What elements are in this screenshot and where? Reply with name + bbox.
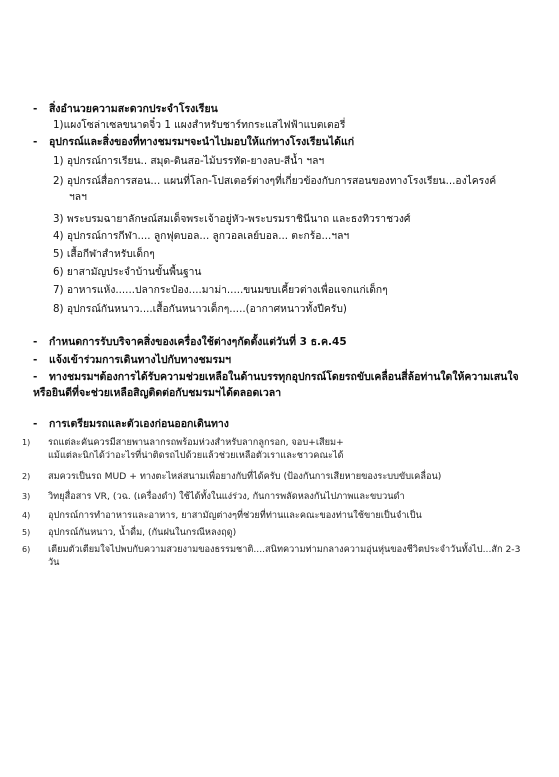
section-donations-title: อุปกรณ์และสิ่งของที่ทางชมรมฯจะนำไปมอบให้แก่ทางโรงเรียนได้แก่	[49, 136, 355, 148]
donation-item-1: 1) อุปกรณ์การเรียน.. สมุด-ดินสอ-ไม้บรรทัด-ยางลบ-สีน้ำ ฯลฯ	[53, 155, 325, 167]
donation-item-8: 8) อุปกรณ์กันหนาว....เสื้อกันหนาวเด็กๆ.....(อากาศหนาวทั้งปีครับ)	[53, 303, 347, 315]
section-facilities-title: สิ่งอำนวยความสะดวกประจำโรงเรียน	[49, 103, 218, 115]
bullet-dash: -	[33, 354, 38, 366]
prep-item-6: 6) เตียมตัวเตียมใจไปพบกับความสวยงามของธรรมชาติ....สนิทความท่ามกลางความอุ่นหุ่นของชีวิตประจำวันทั้งไป...สัก 2-3 วัน	[22, 544, 521, 568]
prep-item-5: 5) อุปกรณ์กันหนาว, น้ำดื่ม, (กันฝนในกรณีหลงฤดู)	[22, 527, 237, 538]
bullet-dash: -	[33, 371, 38, 383]
donation-item-7: 7) อาหารแห้ง......ปลากระป๋อง....มาม่า.....ขนมขบเคี้ยวต่างเพื่อแจกแก่เด็กๆ	[53, 284, 388, 296]
section-preparation-title: การเตรียมรถและตัวเองก่อนออกเดินทาง	[49, 418, 229, 430]
notice-contact: หรือยินดีที่จะช่วยเหลือสิญติดต่อกับชมรมฯได้ตลอดเวลา	[33, 387, 282, 399]
bullet-dash: -	[33, 336, 38, 348]
donation-item-2-cont: ฯลฯ	[69, 191, 87, 203]
donation-item-2: 2) อุปกรณ์สื่อการสอน... แผนที่โลก-โปสเตอร์ต่างๆที่เกี่ยวข้องกับการสอนของทางโรงเรียน...องไครงค์	[53, 175, 497, 187]
section-donations	[33, 135, 354, 150]
bullet-dash: -	[33, 418, 38, 430]
facilities-line-1: 1)แผงโซล่าเซลขนาดจิ๋ว 1 แผงสำหรับชาร์ทกระแสไฟฟ้าแบตเตอรี่	[53, 119, 346, 131]
bullet-dash: -	[33, 103, 38, 115]
section-facilities	[33, 102, 218, 117]
notice-schedule: - กำหนดการรับบริจาคสิ่งของเครื่องใช้ต่างๆกัดตั้งแต่วันที่ 3 ธ.ค.45	[33, 336, 347, 348]
prep-item-1: 1) รถแต่ละคันควรมีสายพานลากรถพร้อมห่วงสำหรับลากลูกรอก, จอบ+เสียม+ แม้แต่ละนิกได้ว่าอะไรที่น่าติดรถไปด้วยแล้วช่วยเหลือตัวเราและชาวคณะได้	[22, 437, 344, 461]
prep-item-2: 2) สมควรเป็นรถ MUD + ทางตะไหล่สนามเพื่อยางกับที่ได้ครับ (ป้องกันการเสียหายของระบบขับเคลื่อน)	[22, 471, 442, 482]
donation-item-4: 4) อุปกรณ์การกีฬา.... ลูกฟุตบอล... ลูกวอลเลย์บอล... ตะกร้อ...ฯลฯ	[53, 230, 350, 242]
donation-item-5: 5) เสื้อกีฬาสำหรับเด็กๆ	[53, 248, 155, 260]
prep-item-3: 3) วิทยุสื่อสาร VR, (วฉ. (เครื่องดำ) ใช้ได้ทั้งในแง่ร่วง, กันการพลัดหลงกันไปภาพและขบวนดำ	[22, 491, 405, 502]
notice-join-trip: - แจ้งเข้าร่วมการเดินทางไปกับทางชมรมฯ	[33, 354, 232, 366]
donation-item-3: 3) พระบรมฉายาลักษณ์สมเด็จพระเจ้าอยู่หัว-พระบรมราชินีนาถ และธงทิวราชวงศ์	[53, 213, 411, 225]
prep-item-4: 4) อุปกรณ์การทำอาหารและอาหาร, ยาสามัญต่างๆที่ช่วยที่ท่านและคณะของท่านใช้ขายเป็นจำเป็น	[22, 510, 422, 521]
notice-vehicle-help: - ทางชมรมฯต้องการได้รับความช่วยเหลือในด้านบรรทุกอุปกรณ์โดยรถขับเคลื่อนสี่ล้อท่านใดให้ความเสนใจ	[33, 371, 519, 383]
bullet-dash: -	[33, 136, 38, 148]
donation-item-6: 6) ยาสามัญประจำบ้านขั้นพื้นฐาน	[53, 266, 202, 278]
section-preparation	[33, 417, 229, 432]
